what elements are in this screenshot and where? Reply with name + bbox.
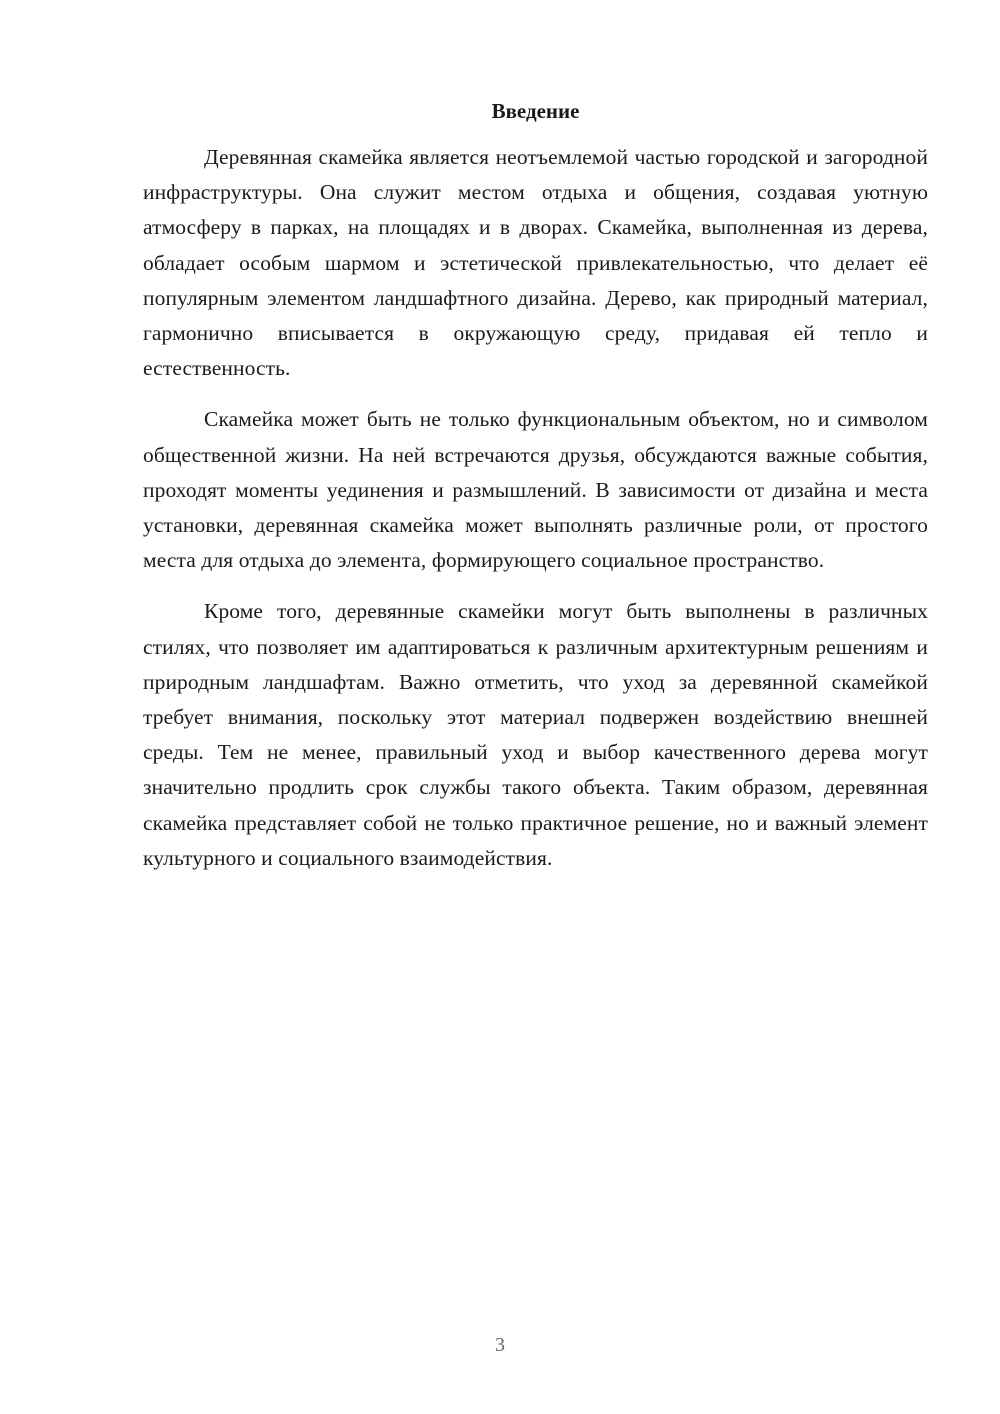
- paragraph-2: Скамейка может быть не только функциональным объектом, но и символом общественной жизни. На ней встречаются друзья, обсуждаются важные события, проходят моменты уединения и размышлений. В зависимости от дизайна и места установки, деревянная скамейка может выполнять различные роли, от простого места для отдыха до элемента, формирующего социальное пространство.: [143, 407, 928, 573]
- page-content: [143, 96, 928, 892]
- section-title: Введение: [491, 99, 580, 123]
- paragraph-1: Деревянная скамейка является неотъемлемой частью городской и загородной инфраструктуры. Она служит местом отдыха и общения, создавая уютную атмосферу в парках, на площадях и в дворах. Скамейка, выполненная из дерева, обладает особым шармом и эстетической привлекательностью, что делает её популярным элементом ландшафтного дизайна. Дерево, как природный материал, гармонично вписывается в окружающую среду, придавая ей тепло и естественность.: [143, 145, 928, 381]
- page-number: 3: [495, 1334, 505, 1356]
- paragraph-3: Кроме того, деревянные скамейки могут быть выполнены в различных стилях, что позволяет им адаптироваться к различным архитектурным решениям и природным ландшафтам. Важно отметить, что уход за деревянной скамейкой требует внимания, поскольку этот материал подвержен воздействию внешней среды. Тем не менее, правильный уход и выбор качественного дерева могут значительно продлить срок службы такого объекта. Таким образом, деревянная скамейка представляет собой не только практичное решение, но и важный элемент культурного и социального взаимодействия.: [143, 599, 928, 870]
